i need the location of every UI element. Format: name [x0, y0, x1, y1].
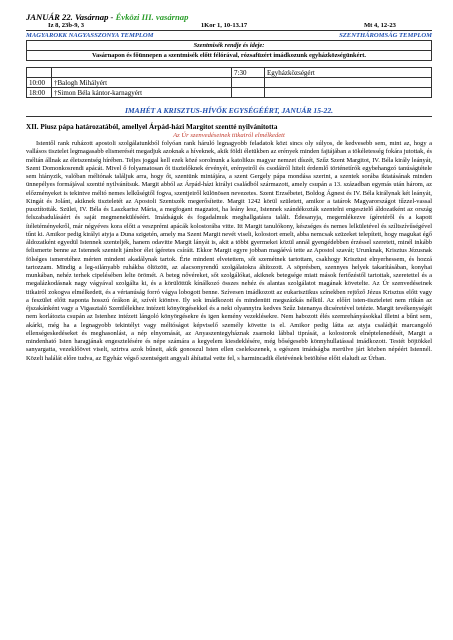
readings-row — [26, 22, 432, 30]
time-cell — [27, 68, 52, 78]
church-right: SZENTHÁROMSÁG TEMPLOM — [339, 32, 432, 39]
reading-gospel: Mt 4, 12-23 — [363, 22, 396, 29]
table-row — [27, 88, 432, 98]
church-left: MAGYAROKK NAGYASSZONYA TEMPLOM — [26, 32, 154, 39]
time2-cell: 7:30 — [232, 68, 265, 78]
place-cell — [265, 88, 432, 98]
article-subheading: Az Úr szenvedéseinek titkairól elmélkedett — [173, 132, 285, 139]
mass-schedule-table — [26, 67, 432, 98]
mass-note: Vasárnapon és főünnepen a szentmisék előtt félórával, rózsafüzért imádkozunk egyházközségünkért. — [91, 52, 367, 59]
article-body: Istentől rank ruházott apostoli szolgálatunkból folyóan rank háruló legnagyobb feladatok közt sincs oly súlyos, de kedvesebb sem, mint az, hogy a vallásos tisztelet legmagasabb elismerését megadjuk azoknak a híveknek, akik földi életükben az erények minden fajtájában a tökéletesség fokára jutottak, és méltán állnak az életszentség hírében. Teljes joggal kell ezek közé sorolnunk a katolikus magyar nemzet díszét, Szűz Szent Margitot, IV. Béla király leányát, Szent Domonkosrendi apácát. Mivel ő folyamatosan őt tisztelőknek érvényét, erényeiről és csodáiról hitelt érdemlő történetírók egybehangzó tanúságtétele sem hiányzik, valóban méltónak találjuk arra, hogy őt, szentünk mintájára, a szent Gergely pápa mondása szerint, a szentek sorába iktatásának minden ünnepélyes formájával szentté nyilvánítsuk. Margit abból az Árpád-házi királyi családból származott, amely csupán a 13. században egymás után három, az előzményeket is tekintve méltó nemes lelkűségtől fogva, szentjeiről különösen nevezetes. Szent Erzsébetet, Boldog Ágnest és IV. Béla királynak két leányát, Kingát és Jolánt, akiknek tiszteletét az Apostoli Szentszék megerősítette. Margit 1242 körül született, amikor a tatárok Magyarországot tűzzel-vassal pusztították. Szülei, IV. Béla és Laszkarisz Mária, a megfogant magzatot, ha leány lesz, Istennek szándékozták szentelni engesztelő áldozatként az ország felszabadulásáért és saját megmeneküléséért. Imádságuk és fogadalmuk meghallgatásra talált. Édesanyja, megemlékezve ígéretéről és a kapott ítéletéményekről, már négyéves kora előtt a veszprémi apácák kolostorába vitte. Itt Margit tanulókony, készséges és nemes lelkületével és szíltszívűségével tűnt ki. Amikor pedig királyi atyja a Duna szigetén, amely ma Szent Margit nevét viseli, kolostort emelt, abba nemcsak szüzeket telepített, hogy magukat égő áldozatként egyedül Istennek szenteljék, hanem odavitte Margit lányát is, akit a többi gyermekei közül annál gyengédebben érzéssel szeretett, minél inkább felismerte benne az Istennek szentelt jámbor élet ígéretes csíráit. Ekkor Margit egyre jobban magáévá tette az Apostol szavát; Urunknak, Krisztus Jézusnak fölséges ismeretéhez mérten mindent akadálynak tartok. Érte mindent elvetettem, sőt szemétnek tartottam, csakhogy Krisztust elnyerhessem, és hozzá tartozzam. Mindig a leg-silányabb ruhákba öltözött, az alacsonyrendű szolgálatokra áhítozott. A söprésben, szennyes helyek takarításában, konyhai munkában, nehéz terhek cipelésében lelte örömét. A beteg nővéreket, sőt szolgálókat, akiknek betegsége miatt mások fertőzéstől tartottak, szeretettel és a megalázkodásnak nagy vágyával szolgálta ki, és a körülöttük kínálkozó összes nehéz és alantas szolgálatot magának követelte. Az Úr szenvedéseinek titkairól zokogva elmélkedett, és a vértanúság forró vágya lobogott benne. Szívesen imádkozott az eukarisztikus színekben rejtőző Jézus Krisztus előtt vagy a feszület előtt naponta hosszú órákon át, szívét kiöntve. Ily sok imádkozott és mindenütt megszázkás nélkül. Az előírt isten-tiszteletet nem ritkán az éjszakánként vagy a Vigasztaló Szentlélekhez intézett könyörgésekkel és a neki olyannyira kedves Szűz Istenanya dicséretével tetézte. Margit tevékenységét nem korlátozta csupán az Istenhez intézett lángoló könyörgésekre és igen kemény vezeklésekre. Nem habozott élés szemrehányásokkal illetni a bűnt sem, akárki, még ha a legnagyobb tekintélyt vagy méltóságot képviselő személy követte is el. Amikor pedig látta az atyja családját marcangoló ellenségeskedéseket és meghasonlást, a nép elnyomását, az Anyaszentegyháznak zsarnoki lábbal tiprását, a kolostorok elnéptelenedését, Margit a mindenható Isten haragjának engesztelésére és népe számára a kegyelem kiesdeklésére, még bőségesebb könnyhullatással imádkozott. Testét böjtökkel sanyargatta, vezeklőövet viselt, szirtva azok bűneit, akik gonoszul Isten ellen cselekszenek, s egészen imádságba merülve járt közben népéért Istennél. Közeli halálát előre tudva, az Egyház végső szentségeit angyali áhítattal vette fel, s harmincadik életévének betöltése előtt elaludt az Úrban. — [26, 140, 432, 362]
mass-title: Szentmisék rendje és ideje: — [27, 41, 431, 51]
place-cell — [265, 78, 432, 88]
church-row — [26, 30, 432, 41]
day-title: JANUÁR 22. Vasárnap - Évközi III. vasárnap — [26, 12, 189, 22]
time2-cell — [232, 88, 265, 98]
day-label: JANUÁR 22. Vasárnap — [26, 12, 109, 22]
time-cell: 10:00 — [27, 78, 52, 88]
mass-box — [26, 41, 432, 61]
sunday-label: Évközi III. vasárnap — [115, 12, 189, 22]
table-row — [27, 78, 432, 88]
reading-first: Iz 8, 23b-9, 3 — [48, 22, 85, 29]
intention-cell: †Balogh Mihályért — [52, 78, 232, 88]
place-cell: Egyházközségért — [265, 68, 432, 78]
intention-cell — [52, 68, 232, 78]
bulletin-page — [26, 12, 432, 363]
article-heading: XII. Piusz pápa határozatából, amellyel Árpád-házi Margitot szentté nyilvánította — [26, 123, 278, 131]
table-row — [27, 68, 432, 78]
prayer-week-banner: IMAHÉT A KRISZTUS-HÍVŐK EGYSÉGÉÉRT, JANUÁR 15-22. — [26, 106, 432, 117]
reading-second: 1Kor 1, 10-13.17 — [200, 22, 248, 29]
time-cell: 18:00 — [27, 88, 52, 98]
time2-cell — [232, 78, 265, 88]
intention-cell: †Simon Béla kántor-karnagyért — [52, 88, 232, 98]
